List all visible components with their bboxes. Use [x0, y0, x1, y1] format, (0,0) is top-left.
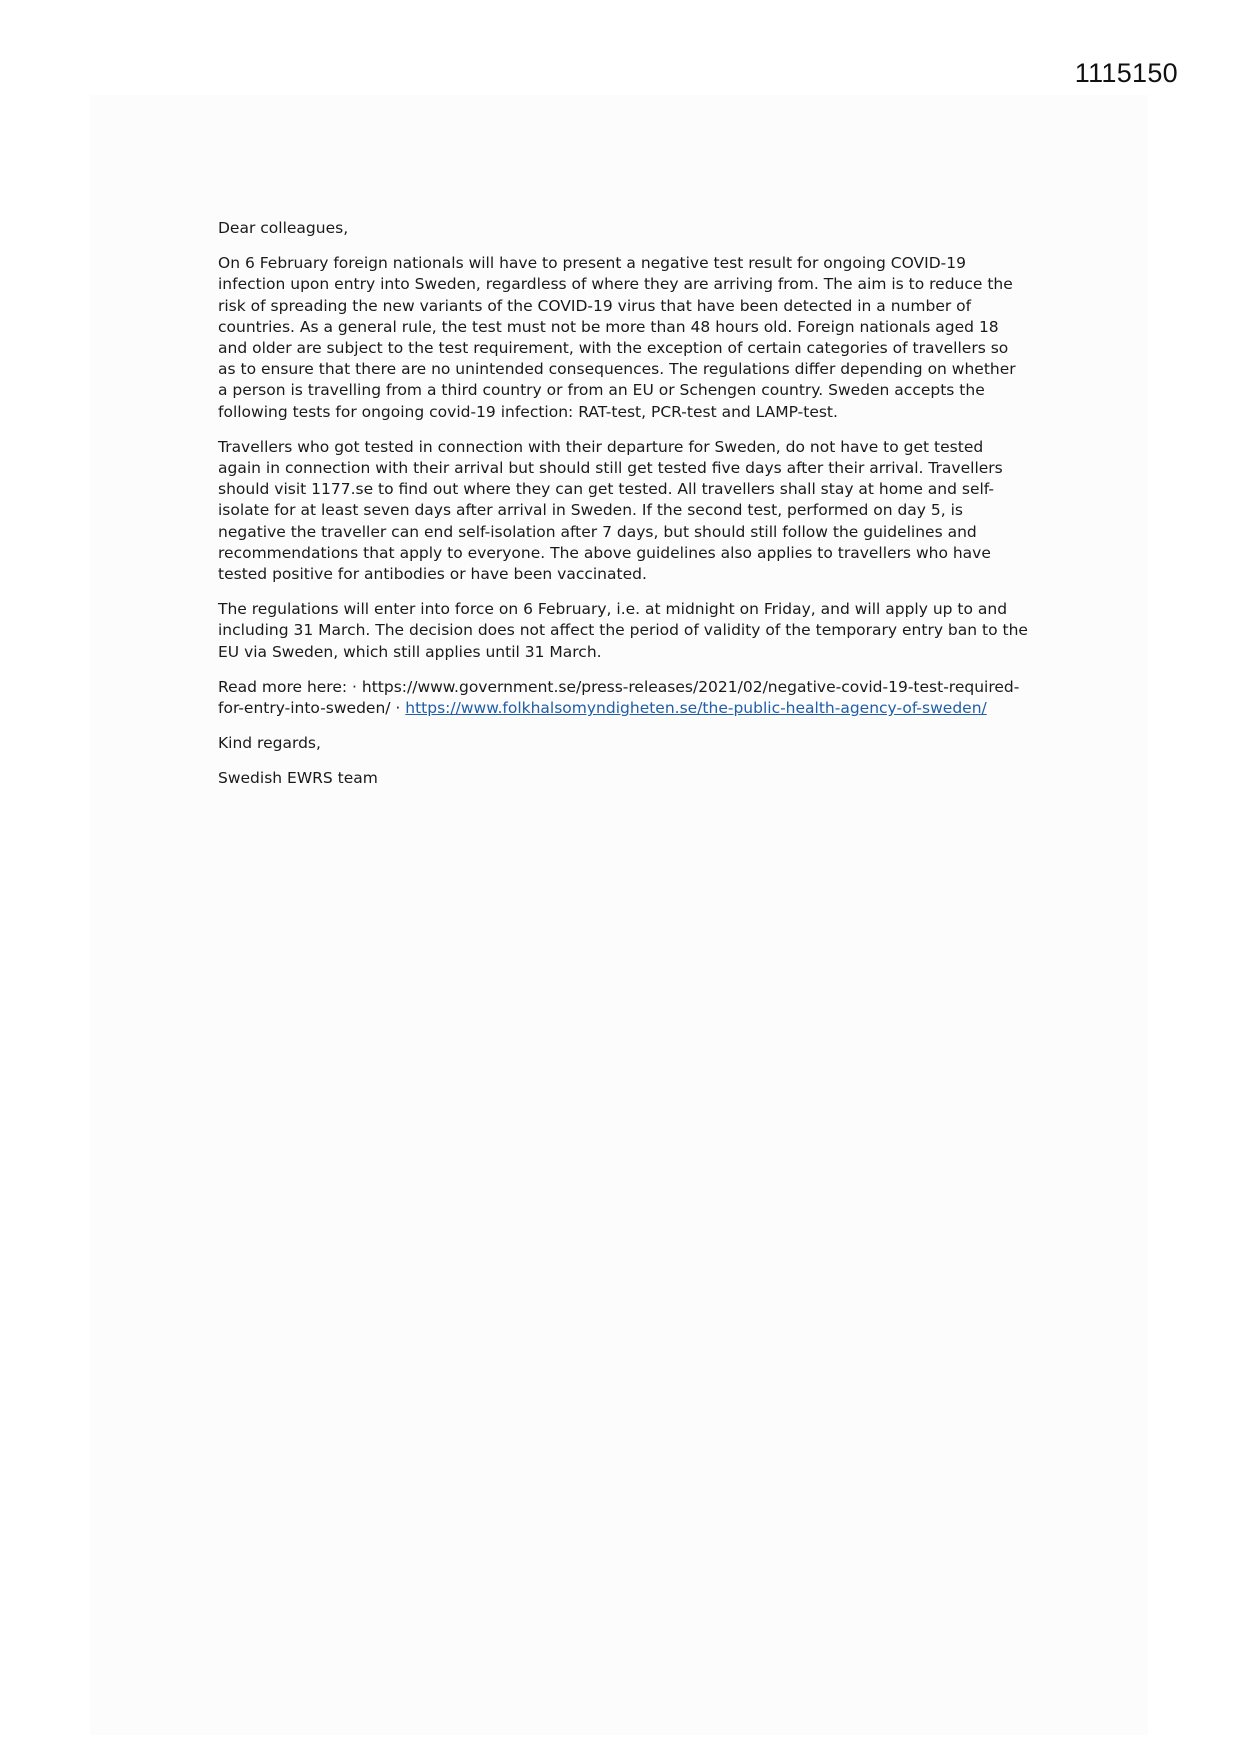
paragraph-test-requirement: On 6 February foreign nationals will have to present a negative test result for ongoing COVID-19 infection upon entry into Sweden, regardless of where they are arriving from. The aim is to reduce the risk of spreading the new variants of the COVID-19 virus that have been detected in a number of countries. As a general rule, the test must not be more than 48 hours old. Foreign nationals aged 18 and older are subject to the test requirement, with the exception of certain categories of travellers so as to ensure that there are no unintended consequences. The regulations differ depending on whether a person is travelling from a third country or from an EU or Schengen country. Sweden accepts the following tests for ongoing covid-19 infection: RAT-test, PCR-test and LAMP-test. [218, 254, 1016, 421]
letter-body [218, 218, 1028, 804]
paragraph-self-isolation: Travellers who got tested in connection with their departure for Sweden, do not have to get tested again in connection with their arrival but should still get tested five days after their arrival. Travellers should visit 1177.se to find out where they can get tested. All travellers shall stay at home and self-isolate for at least seven days after arrival in Sweden. If the second test, performed on day 5, is negative the traveller can end self-isolation after 7 days, but should still follow the guidelines and recommendations that apply to everyone. The above guidelines also applies to travellers who have tested positive for antibodies or have been vaccinated. [218, 437, 1003, 584]
folkhalsomyndigheten-link[interactable]: https://www.folkhalsomyndigheten.se/the-public-health-agency-of-sweden/ [405, 699, 987, 718]
signature: Swedish EWRS team [218, 769, 378, 788]
closing: Kind regards, [218, 734, 321, 753]
document-number: 1115150 [1074, 58, 1178, 88]
read-more-paragraph [218, 677, 1028, 719]
paragraph-regulations-dates: The regulations will enter into force on 6 February, i.e. at midnight on Friday, and will apply up to and including 31 March. The decision does not affect the period of validity of the temporary entry ban to the EU via Sweden, which still applies until 31 March. [218, 600, 1028, 661]
read-more-text: Read more here: · https://www.government.se/press-releases/2021/02/negative-covid-19-test-required-for-entry-into-sweden/ · [218, 677, 1020, 718]
salutation: Dear colleagues, [218, 219, 349, 237]
